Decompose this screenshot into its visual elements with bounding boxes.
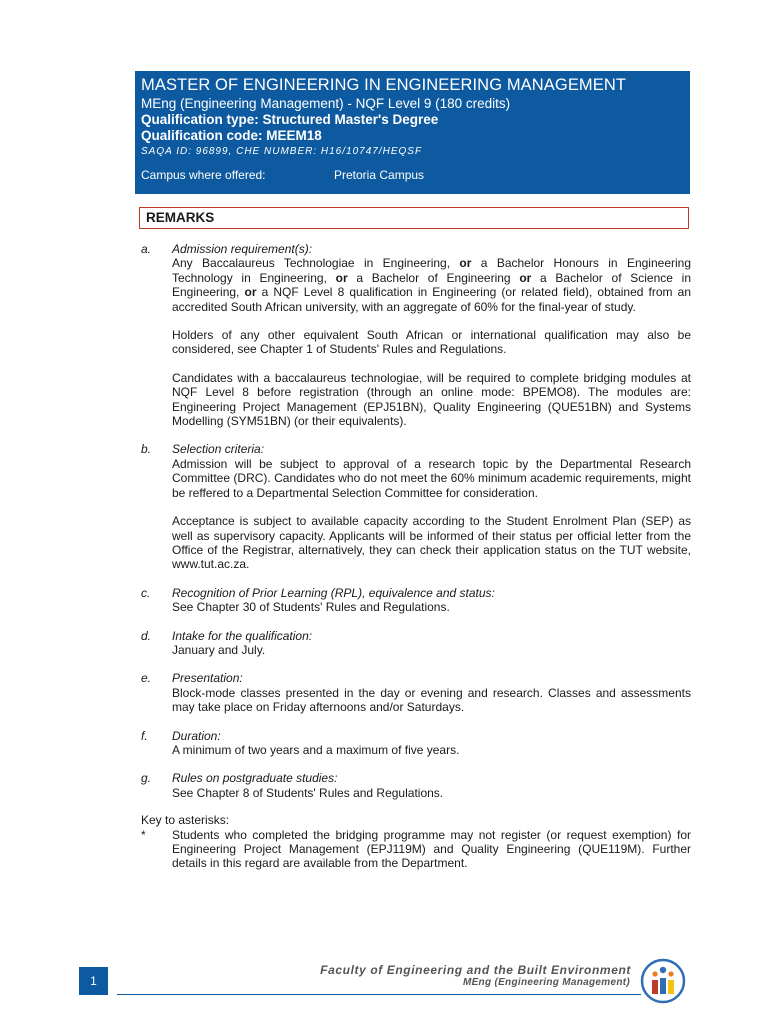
remarks-content [141, 242, 691, 871]
key-note-text: Students who completed the bridging programme may not register (or request exemption) for Engineering Project Management (EPJ119M) and Quality Engineering (QUE119M). Further details in this regard are available from the Department. [172, 827, 691, 871]
item-paragraph: Holders of any other equivalent South African or international qualification may also be considered, see Chapter 1 of Students' Rules and Regulations. [172, 328, 691, 357]
item-letter: c. [141, 585, 151, 600]
item-title: Recognition of Prior Learning (RPL), equivalence and status: [172, 585, 495, 600]
remark-item-f [141, 729, 691, 758]
page-number: 1 [79, 967, 108, 995]
remark-item-a [141, 242, 691, 428]
footer-qualification: MEng (Engineering Management) [462, 977, 630, 988]
remark-item-d [141, 629, 691, 658]
qualification-title: MASTER OF ENGINEERING IN ENGINEERING MANAGEMENT [141, 76, 627, 94]
item-letter: e. [141, 671, 152, 686]
remarks-heading: REMARKS [139, 207, 689, 229]
key-note [141, 828, 691, 871]
campus-row [141, 168, 684, 182]
campus-label: Campus where offered: [141, 168, 266, 182]
remark-item-c [141, 586, 691, 615]
item-title: Admission requirement(s): [172, 242, 313, 256]
item-paragraph: Candidates with a baccalaureus technologiae, will be required to complete bridging modules at NQF Level 8 before registration (through an online mode: BPEMO8). The modules are: Engineering Project Management (EPJ51BN), Quality Engineering (QUE51BN) and Systems Modelling (SYM51BN) (or their equivalents). [172, 370, 691, 429]
campus-value: Pretoria Campus [334, 168, 425, 182]
item-letter: f. [141, 728, 148, 743]
item-title: Rules on postgraduate studies: [172, 771, 338, 786]
item-paragraph: A minimum of two years and a maximum of five years. [172, 742, 460, 757]
saqa-id: SAQA ID: 96899, CHE NUMBER: H16/10747/HEQSF [141, 146, 423, 157]
item-letter: g. [141, 771, 152, 786]
key-to-asterisks [141, 813, 691, 871]
item-paragraph: See Chapter 30 of Students' Rules and Regulations. [172, 600, 450, 615]
item-title: Selection criteria: [172, 442, 265, 457]
footer-divider [117, 994, 641, 995]
item-paragraph: See Chapter 8 of Students' Rules and Regulations. [172, 785, 444, 800]
remark-item-b [141, 442, 691, 571]
key-heading: Key to asterisks: [141, 813, 230, 828]
item-paragraph: January and July. [172, 642, 266, 657]
asterisk: * [141, 827, 146, 842]
item-title: Presentation: [172, 671, 243, 686]
qualification-header [135, 71, 690, 194]
item-letter: a. [141, 242, 152, 256]
item-letter: d. [141, 628, 152, 643]
qualification-code: Qualification code: MEEM18 [141, 128, 322, 143]
item-paragraph: Any Baccalaureus Technologiae in Engineering, or a Bachelor Honours in Engineering Technology in Engineering, or a Bachelor of Engineering or a Bachelor of Science in Engineering, or a NQF Level 8 qualification in Engineering (or related field), obtained from an accredited South African university, with an aggregate of 60% for the final-year of study. [172, 256, 691, 314]
qualification-subtitle: MEng (Engineering Management) - NQF Level 9 (180 credits) [141, 96, 511, 111]
remark-item-e [141, 671, 691, 714]
item-letter: b. [141, 442, 152, 457]
item-title: Intake for the qualification: [172, 628, 313, 643]
qualification-type: Qualification type: Structured Master's Degree [141, 112, 439, 127]
item-title: Duration: [172, 728, 221, 743]
footer-faculty: Faculty of Engineering and the Built Environment [320, 963, 631, 977]
item-paragraph: Acceptance is subject to available capacity according to the Student Enrolment Plan (SEP) as well as supervisory capacity. Applicants will be informed of their status per official letter from the Office of the Registrar, alternatively, they can check their application status on the TUT website, www.tut.ac.za. [172, 514, 691, 572]
tut-logo-icon [640, 958, 686, 1004]
remark-item-g [141, 771, 691, 800]
item-paragraph: Block-mode classes presented in the day or evening and research. Classes and assessments may take place on Friday afternoons and/or Saturdays. [172, 685, 691, 715]
item-paragraph: Admission will be subject to approval of a research topic by the Departmental Research Committee (DRC). Candidates who do not meet the 60% minimum academic requirements, might be reffered to a Departmental Selection Committee for consideration. [172, 456, 691, 500]
